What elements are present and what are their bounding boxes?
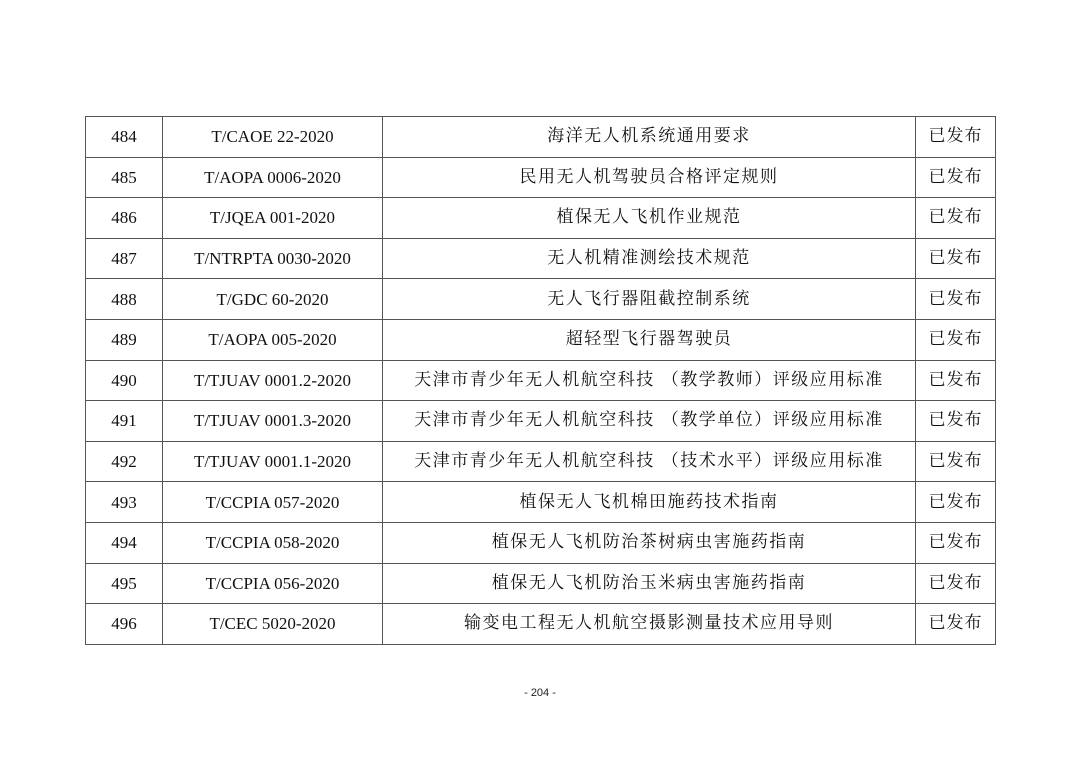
- status-cell: 已发布: [916, 238, 996, 279]
- row-number: 484: [86, 117, 163, 158]
- standard-title: 海洋无人机系统通用要求: [383, 117, 916, 158]
- standards-table-body: [86, 117, 996, 645]
- table-row: [86, 319, 996, 360]
- standard-title: 超轻型飞行器驾驶员: [383, 319, 916, 360]
- table-row: [86, 238, 996, 279]
- standard-code: T/AOPA 0006-2020: [163, 157, 383, 198]
- row-number: 488: [86, 279, 163, 320]
- standard-code: T/CAOE 22-2020: [163, 117, 383, 158]
- standard-code: T/CCPIA 058-2020: [163, 522, 383, 563]
- row-number: 493: [86, 482, 163, 523]
- row-number: 490: [86, 360, 163, 401]
- table-row: [86, 482, 996, 523]
- table-row: [86, 441, 996, 482]
- status-cell: 已发布: [916, 157, 996, 198]
- table-row: [86, 360, 996, 401]
- row-number: 491: [86, 401, 163, 442]
- standard-title: 植保无人飞机棉田施药技术指南: [383, 482, 916, 523]
- standard-code: T/CEC 5020-2020: [163, 604, 383, 645]
- standard-title: 民用无人机驾驶员合格评定规则: [383, 157, 916, 198]
- standard-title: 天津市青少年无人机航空科技 （教学教师）评级应用标准: [383, 360, 916, 401]
- status-cell: 已发布: [916, 441, 996, 482]
- standard-code: T/CCPIA 057-2020: [163, 482, 383, 523]
- standard-title: 植保无人飞机作业规范: [383, 198, 916, 239]
- status-cell: 已发布: [916, 198, 996, 239]
- table-row: [86, 198, 996, 239]
- standard-title: 无人机精准测绘技术规范: [383, 238, 916, 279]
- standard-code: T/GDC 60-2020: [163, 279, 383, 320]
- status-cell: 已发布: [916, 117, 996, 158]
- table-row: [86, 522, 996, 563]
- standard-title: 植保无人飞机防治玉米病虫害施药指南: [383, 563, 916, 604]
- status-cell: 已发布: [916, 522, 996, 563]
- status-cell: 已发布: [916, 319, 996, 360]
- standard-code: T/TJUAV 0001.1-2020: [163, 441, 383, 482]
- row-number: 492: [86, 441, 163, 482]
- standard-code: T/JQEA 001-2020: [163, 198, 383, 239]
- standard-code: T/AOPA 005-2020: [163, 319, 383, 360]
- row-number: 486: [86, 198, 163, 239]
- row-number: 494: [86, 522, 163, 563]
- row-number: 489: [86, 319, 163, 360]
- standard-title: 天津市青少年无人机航空科技 （技术水平）评级应用标准: [383, 441, 916, 482]
- standard-title: 无人飞行器阻截控制系统: [383, 279, 916, 320]
- table-row: [86, 157, 996, 198]
- standard-code: T/TJUAV 0001.3-2020: [163, 401, 383, 442]
- row-number: 496: [86, 604, 163, 645]
- table-row: [86, 401, 996, 442]
- standard-title: 输变电工程无人机航空摄影测量技术应用导则: [383, 604, 916, 645]
- status-cell: 已发布: [916, 604, 996, 645]
- standard-code: T/NTRPTA 0030-2020: [163, 238, 383, 279]
- status-cell: 已发布: [916, 401, 996, 442]
- status-cell: 已发布: [916, 563, 996, 604]
- standard-code: T/TJUAV 0001.2-2020: [163, 360, 383, 401]
- row-number: 495: [86, 563, 163, 604]
- table-row: [86, 117, 996, 158]
- standard-code: T/CCPIA 056-2020: [163, 563, 383, 604]
- table-row: [86, 279, 996, 320]
- page-number: - 204 -: [524, 687, 556, 699]
- row-number: 485: [86, 157, 163, 198]
- table-row: [86, 604, 996, 645]
- standard-title: 天津市青少年无人机航空科技 （教学单位）评级应用标准: [383, 401, 916, 442]
- status-cell: 已发布: [916, 360, 996, 401]
- status-cell: 已发布: [916, 279, 996, 320]
- standard-title: 植保无人飞机防治茶树病虫害施药指南: [383, 522, 916, 563]
- table-row: [86, 563, 996, 604]
- status-cell: 已发布: [916, 482, 996, 523]
- row-number: 487: [86, 238, 163, 279]
- standards-table: [85, 116, 996, 645]
